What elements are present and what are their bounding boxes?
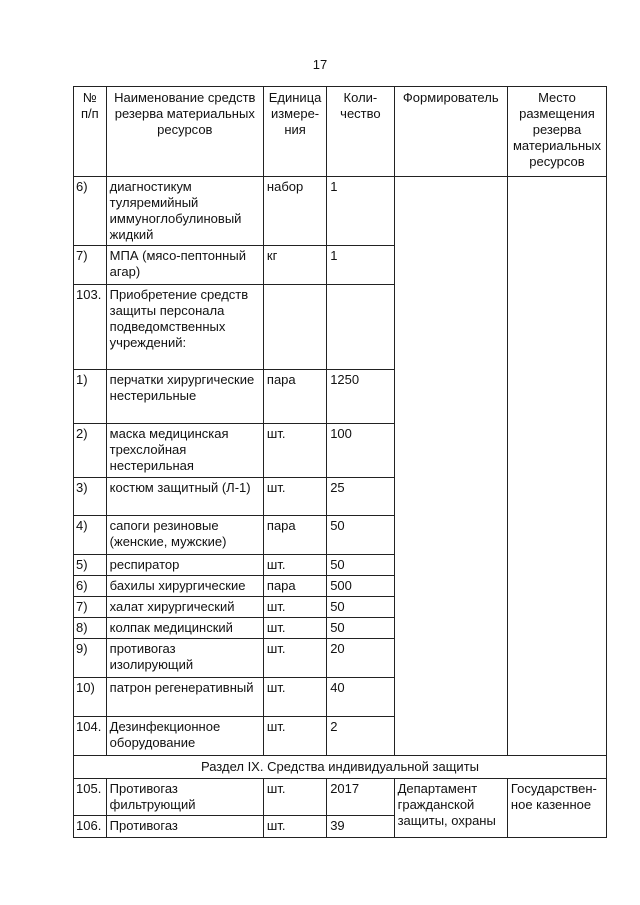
row-num: 1) <box>74 370 107 424</box>
row-name: колпак медицинский <box>106 618 263 639</box>
row-qty: 50 <box>327 618 394 639</box>
row-name: респиратор <box>106 555 263 576</box>
row-num: 3) <box>74 478 107 516</box>
row-qty: 50 <box>327 555 394 576</box>
row-unit: набор <box>263 177 326 246</box>
row-name: Противогаз <box>106 816 263 838</box>
row-name: бахилы хирургические <box>106 576 263 597</box>
row-name: Противогаз фильтрующий <box>106 779 263 816</box>
header-row <box>74 87 607 177</box>
row-unit: пара <box>263 516 326 555</box>
row-unit: пара <box>263 370 326 424</box>
row-qty: 50 <box>327 597 394 618</box>
header-num: № п/п <box>74 87 107 177</box>
row-num: 103. <box>74 285 107 370</box>
row-unit: шт. <box>263 717 326 756</box>
page-number: 17 <box>312 57 328 72</box>
table-row <box>74 177 607 246</box>
row-name: МПА (мясо-пептонный агар) <box>106 246 263 285</box>
row-qty: 2017 <box>327 779 394 816</box>
header-unit: Единица измере-ния <box>263 87 326 177</box>
table-row <box>74 779 607 816</box>
row-num: 5) <box>74 555 107 576</box>
row-num: 8) <box>74 618 107 639</box>
row-qty: 20 <box>327 639 394 678</box>
row-qty: 2 <box>327 717 394 756</box>
row-qty: 39 <box>327 816 394 838</box>
header-qty: Коли-чество <box>327 87 394 177</box>
row-name: сапоги резиновые (женские, мужские) <box>106 516 263 555</box>
reserve-table <box>73 86 607 838</box>
row-name: противогаз изолирующий <box>106 639 263 678</box>
row-qty: 1250 <box>327 370 394 424</box>
row-unit: шт. <box>263 478 326 516</box>
former-cell-empty <box>394 177 507 756</box>
row-num: 7) <box>74 246 107 285</box>
section-row <box>74 756 607 779</box>
row-name: костюм защитный (Л-1) <box>106 478 263 516</box>
row-name: патрон регенеративный <box>106 678 263 717</box>
row-qty: 40 <box>327 678 394 717</box>
row-unit: шт. <box>263 555 326 576</box>
row-num: 4) <box>74 516 107 555</box>
header-place: Место размещения резерва материальных ресурсов <box>507 87 606 177</box>
place-cell: Государствен-ное казенное <box>507 779 606 838</box>
row-qty: 50 <box>327 516 394 555</box>
row-unit: пара <box>263 576 326 597</box>
row-unit: шт. <box>263 639 326 678</box>
row-num: 9) <box>74 639 107 678</box>
row-unit: шт. <box>263 816 326 838</box>
row-unit: шт. <box>263 678 326 717</box>
row-name: халат хирургический <box>106 597 263 618</box>
row-num: 105. <box>74 779 107 816</box>
row-num: 7) <box>74 597 107 618</box>
row-num: 6) <box>74 576 107 597</box>
header-name: Наименование средств резерва материальных ресурсов <box>106 87 263 177</box>
place-cell-empty <box>507 177 606 756</box>
row-qty: 500 <box>327 576 394 597</box>
row-num: 10) <box>74 678 107 717</box>
row-unit: шт. <box>263 424 326 478</box>
row-unit <box>263 285 326 370</box>
row-name: диагностикум туляремийный иммуноглобулиновый жидкий <box>106 177 263 246</box>
row-unit: шт. <box>263 618 326 639</box>
row-num: 2) <box>74 424 107 478</box>
row-unit: шт. <box>263 597 326 618</box>
section-title: Раздел IX. Средства индивидуальной защиты <box>74 756 607 779</box>
row-qty: 25 <box>327 478 394 516</box>
row-num: 106. <box>74 816 107 838</box>
row-name: Дезинфекционное оборудование <box>106 717 263 756</box>
row-qty <box>327 285 394 370</box>
row-name: Приобретение средств защиты персонала подведомственных учреждений: <box>106 285 263 370</box>
former-cell: Департамент гражданской защиты, охраны <box>394 779 507 838</box>
header-former: Формирователь <box>394 87 507 177</box>
row-unit: шт. <box>263 779 326 816</box>
row-name: перчатки хирургические нестерильные <box>106 370 263 424</box>
row-qty: 1 <box>327 246 394 285</box>
row-num: 104. <box>74 717 107 756</box>
row-qty: 1 <box>327 177 394 246</box>
row-unit: кг <box>263 246 326 285</box>
row-qty: 100 <box>327 424 394 478</box>
row-num: 6) <box>74 177 107 246</box>
row-name: маска медицинская трехслойная нестерильная <box>106 424 263 478</box>
